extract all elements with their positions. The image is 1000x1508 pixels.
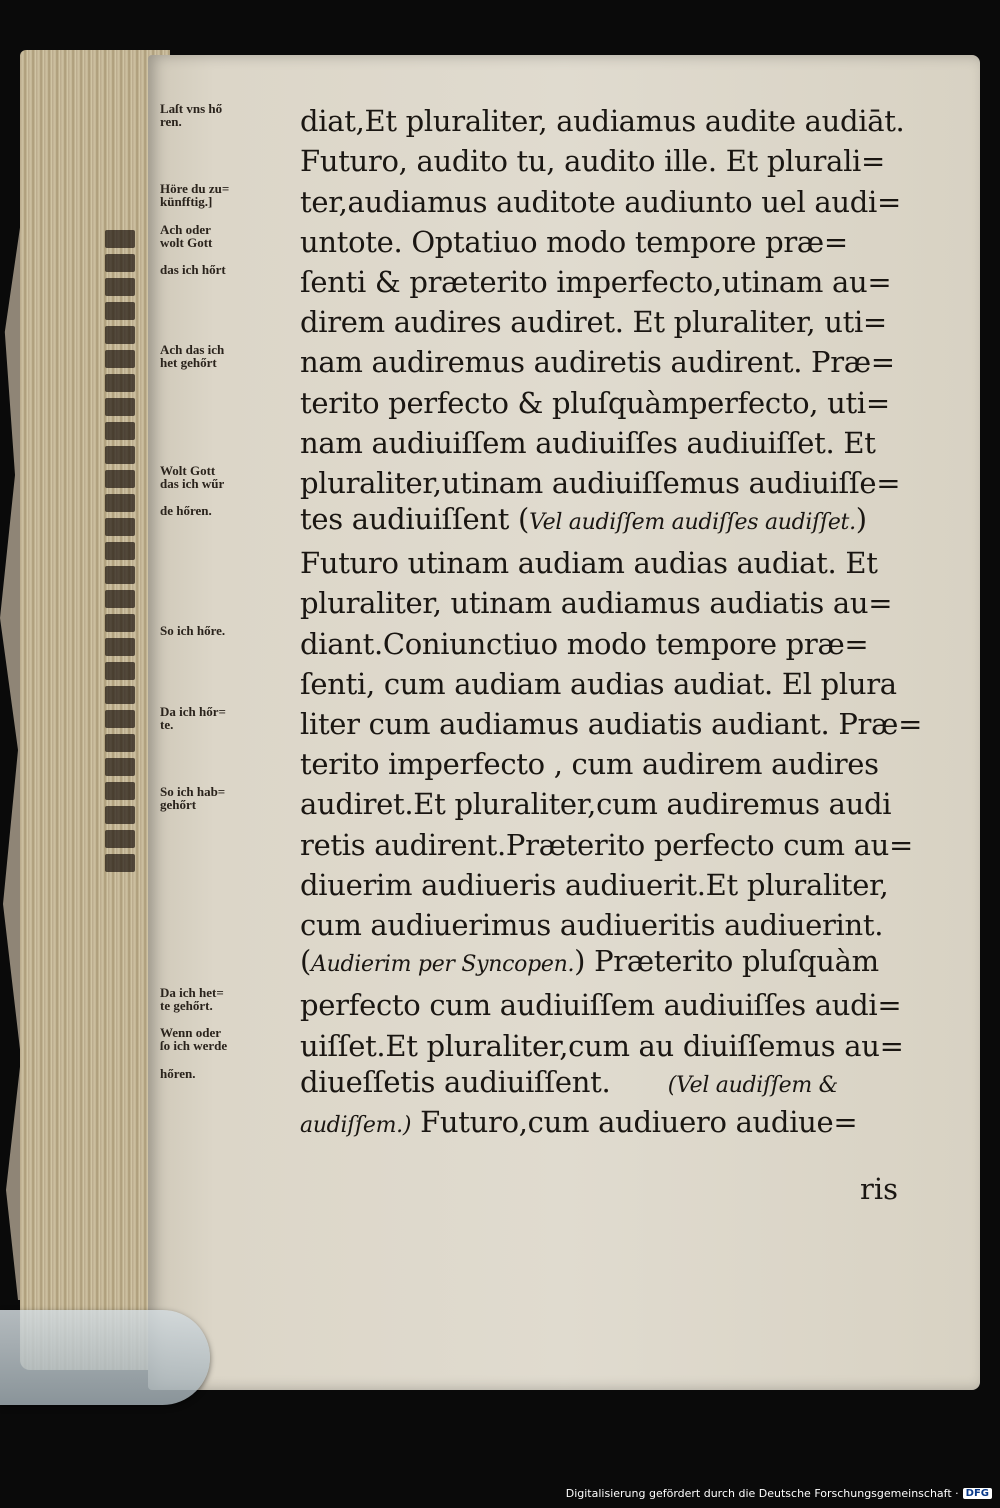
text-line <box>160 540 960 580</box>
margin-note <box>160 1103 300 1107</box>
line-body <box>300 1065 960 1103</box>
line-italic: Vel audiſſem audiſſes audiſſet. <box>529 510 856 536</box>
line-text: Futuro utinam audiam audias audiat. Et <box>300 546 878 581</box>
text-line <box>160 781 960 821</box>
line-text: cum audiuerimus audiueritis audiuerint. <box>300 907 884 942</box>
line-text: tes audiuiſſent ( <box>300 502 530 537</box>
line-italic: Audierim per Syncopen. <box>311 952 575 978</box>
text-line <box>160 299 960 339</box>
line-body <box>300 144 960 178</box>
text-line <box>160 259 960 299</box>
catchword: ris <box>860 1172 899 1206</box>
line-text: diant.Coniunctiuo modo tempore præ= <box>300 626 869 661</box>
page-text <box>160 98 960 1143</box>
margin-note <box>160 902 300 906</box>
margin-note <box>160 299 300 303</box>
line-text: ſenti & præterito imperfecto,utinam au= <box>300 264 892 299</box>
text-line <box>160 741 960 781</box>
text-line <box>160 379 960 419</box>
line-text: retis audirent.Præterito perfecto cum au= <box>300 827 914 862</box>
line-text: diuerim audiueris audiuerit.Et pluraliter, <box>300 867 889 902</box>
line-body <box>300 868 960 902</box>
text-line <box>160 500 960 540</box>
line-body <box>300 828 960 862</box>
margin-note <box>160 821 300 825</box>
line-text: perfecto cum audiuiſſem audiuiſſes audi= <box>300 988 902 1023</box>
text-line <box>160 1022 960 1062</box>
margin-note <box>160 661 300 665</box>
line-text: ter,audiamus auditote audiunto uel audi= <box>300 184 901 219</box>
margin-note: So ich hőre. <box>160 623 226 639</box>
margin-note: Wolt Gott das ich wűr <box>160 462 225 491</box>
line-text: audiret.Et pluraliter,cum audiremus audi <box>300 787 892 822</box>
line-body <box>300 546 960 580</box>
line-body <box>300 265 960 299</box>
margin-note <box>160 741 300 745</box>
line-body <box>300 502 960 540</box>
margin-note: Da ich hőr= te. <box>160 703 226 732</box>
facing-page-bleed <box>105 230 135 1080</box>
line-text-after: ) <box>855 502 867 537</box>
text-line <box>160 339 960 379</box>
line-text: diat,Et pluraliter, audiamus audite audiāt. <box>300 104 905 139</box>
margin-note <box>160 138 300 142</box>
text-line <box>160 580 960 620</box>
margin-note: Laſt vns hő ren. <box>160 101 223 129</box>
line-text: nam audiuiſſem audiuiſſes audiuiſſet. Et <box>300 425 876 460</box>
footer-credit <box>566 1487 992 1500</box>
line-text: direm audires audiret. Et pluraliter, uti= <box>300 305 887 340</box>
margin-note <box>160 379 300 383</box>
margin-note <box>160 862 300 866</box>
text-line <box>160 98 960 138</box>
margin-note: de hőren. <box>160 502 212 518</box>
text-line <box>160 138 960 178</box>
margin-note: Ach oder wolt Gott <box>160 221 213 250</box>
line-text-after: ) Præterito pluſquàm <box>574 944 879 979</box>
text-line <box>160 661 960 701</box>
text-line <box>160 902 960 942</box>
line-body <box>300 466 960 500</box>
line-text: nam audiremus audiretis audirent. Præ= <box>300 345 895 380</box>
margin-note: hőren. <box>160 1065 196 1081</box>
text-line <box>160 1063 960 1103</box>
margin-note: So ich hab= gehőrt <box>160 784 226 813</box>
margin-note: das ich hőrt <box>160 261 226 277</box>
margin-note: Ach das ich het gehőrt <box>160 342 225 371</box>
margin-note <box>160 420 300 424</box>
text-line <box>160 982 960 1022</box>
line-body <box>300 185 960 219</box>
dfg-logo: DFG <box>963 1488 992 1499</box>
text-line <box>160 1103 960 1143</box>
margin-note: Da ich het= te gehőrt. <box>160 985 224 1014</box>
text-line <box>160 821 960 861</box>
line-body <box>300 386 960 420</box>
line-text: terito perfecto & pluſquàmperfecto, uti= <box>300 385 890 420</box>
text-line <box>160 701 960 741</box>
line-body <box>300 944 960 982</box>
margin-note <box>160 580 300 584</box>
line-body <box>300 1029 960 1063</box>
line-text: ſenti, cum audiam audias audiat. El plura <box>300 666 897 701</box>
page-clip <box>0 1310 210 1405</box>
line-body <box>300 225 960 259</box>
line-italic: audiſſem.) <box>300 1112 412 1138</box>
margin-note <box>160 540 300 544</box>
text-line <box>160 862 960 902</box>
line-text: terito imperfecto , cum audirem audires <box>300 747 879 782</box>
line-text: diueſſetis audiuiſſent. <box>300 1064 611 1099</box>
line-body <box>300 426 960 460</box>
line-body <box>300 707 960 741</box>
line-body <box>300 627 960 661</box>
line-body <box>300 988 960 1022</box>
text-line <box>160 178 960 218</box>
line-body <box>300 1105 960 1143</box>
line-text: liter cum audiamus audiatis audiant. Præ= <box>300 707 923 741</box>
line-body <box>300 667 960 701</box>
line-text: pluraliter, utinam audiamus audiatis au= <box>300 586 893 621</box>
line-body <box>300 908 960 942</box>
line-body <box>300 305 960 339</box>
line-text: uiſſet.Et pluraliter,cum au diuiſſemus au= <box>300 1028 904 1063</box>
line-text: ( <box>300 944 312 979</box>
text-line <box>160 219 960 259</box>
margin-note <box>160 942 300 946</box>
line-text: Futuro, audito tu, audito ille. Et plurali= <box>300 144 886 179</box>
margin-note: Höre du zu= künfftig.] <box>160 181 230 210</box>
line-body <box>300 586 960 620</box>
line-body <box>300 104 960 138</box>
text-line <box>160 420 960 460</box>
line-body <box>300 747 960 781</box>
line-text: untote. Optatiuo modo tempore præ= <box>300 224 848 259</box>
footer-credit-text: Digitalisierung gefördert durch die Deutsche Forschungsgemeinschaft · <box>565 1487 959 1500</box>
line-body <box>300 787 960 821</box>
line-italic: (Vel audiſſem & <box>667 1072 838 1098</box>
text-line <box>160 620 960 660</box>
line-body <box>300 345 960 379</box>
text-line <box>160 942 960 982</box>
text-line <box>160 460 960 500</box>
line-text-after: Futuro,cum audiuero audiue= <box>411 1104 858 1139</box>
margin-note: Wenn oder ſo ich werde <box>160 1025 228 1054</box>
line-text: pluraliter,utinam audiuiſſemus audiuiſſe= <box>300 465 901 500</box>
